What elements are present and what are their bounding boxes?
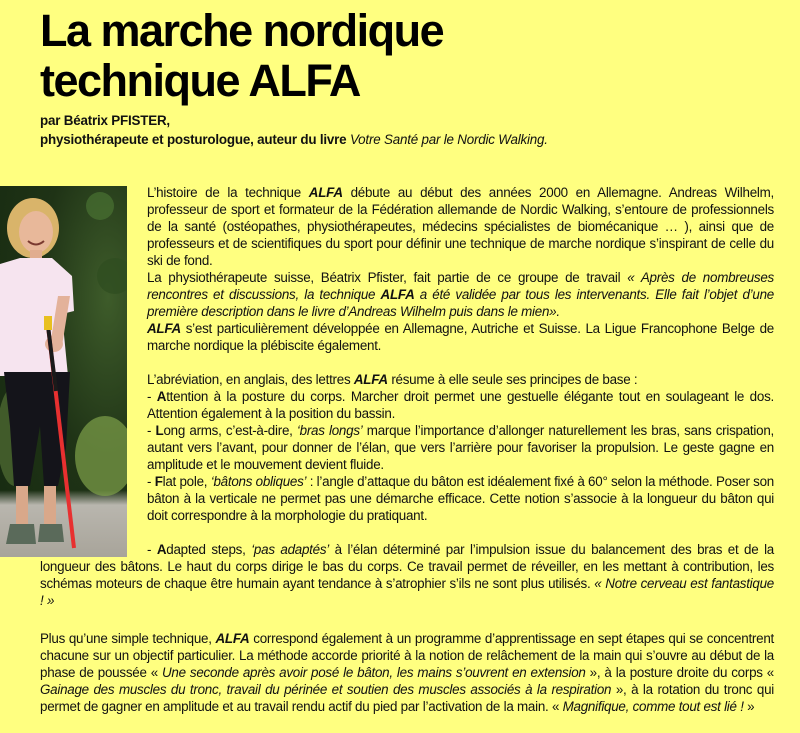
- quote: « Après de nombreuses rencontres et discussions, la technique: [147, 270, 774, 302]
- quote: Gainage des muscles du tronc, travail du périnée et soutien des muscles associés à la respiration: [40, 682, 612, 697]
- alfa-term: ALFA: [308, 185, 343, 200]
- principle-letter: L: [155, 423, 164, 438]
- paragraph-history: L’histoire de la technique ALFA débute au début des années 2000 en Allemagne. Andreas Wilhelm, professeur de sport et formateur de la Fédération allemande de Nordic Walking, s’entoure de professionnels de la santé (ostéopathes, physiothérapeutes, médecins spécialistes de biomécanique … ), ainsi que de professeurs et de scientifiques du sport pour définir une technique de marche nordique s’inspirant de celle du ski de fond.: [147, 185, 774, 268]
- title-line-2: technique ALFA: [40, 55, 360, 106]
- principle-letter: A: [156, 542, 167, 557]
- principle-flat-pole: - Flat pole, ‘bâtons obliques’ : l’angle d’attaque du bâton est idéalement fixé à 60° selon la méthode. Poser son bâton à la verticale ne permet pas une démarche efficace. Cette notion s’associe à la longueur du bâton qui doit correspondre à la morphologie du pratiquant.: [147, 474, 774, 523]
- alfa-term: ALFA: [147, 321, 181, 336]
- paragraph-abbreviation: L’abréviation, en anglais, des lettres ALFA résume à elle seule ses principes de base :: [147, 372, 638, 387]
- principle-long-arms: - Long arms, c’est-à-dire, ‘bras longs’ marque l’importance d’allonger naturellement les bras, sans crispation, autant vers l’avant, pour donner de l’élan, que vers l’arrière pour favoriser la propulsion. Le geste gagne en amplitude et le mouvement devient fluide.: [147, 423, 774, 472]
- book-title: Votre Santé par le Nordic Walking.: [349, 132, 548, 147]
- article-title: [40, 6, 443, 106]
- quote: « Notre cerveau est fantastique ! »: [40, 576, 774, 608]
- article-photo: [0, 186, 127, 557]
- quote: Une seconde après avoir posé le bâton, les mains s’ouvrent en extension: [162, 665, 586, 680]
- quote: Magnifique, comme tout est lié !: [562, 699, 744, 714]
- byline: [40, 111, 548, 149]
- principle-attention: - Attention à la posture du corps. Marcher droit permet une gestuelle élégante tout en soulageant le dos. Attention également à la position du bassin.: [147, 389, 774, 421]
- nordic-walker-illustration: [0, 186, 127, 557]
- article-body-top: [147, 184, 774, 524]
- article-body-adapted: [40, 541, 774, 609]
- paragraph-pfister: La physiothérapeute suisse, Béatrix Pfister, fait partie de ce groupe de travail « Après de nombreuses rencontres et discussions, la technique ALFA a été validée par tous les intervenants. Elle fait l’objet d’une première description dans le livre d’Andreas Wilhelm puis dans le mien».: [147, 270, 774, 319]
- byline-author: par Béatrix PFISTER,: [40, 113, 170, 128]
- alfa-term: ALFA: [353, 372, 388, 387]
- byline-role: physiothérapeute et posturologue, auteur du livre: [40, 132, 350, 147]
- article-body-bottom: [40, 630, 774, 715]
- paragraph-spread: ALFA s’est particulièrement développée en Allemagne, Autriche et Suisse. La Ligue Francophone Belge de marche nordique la plébiscite également.: [147, 321, 774, 353]
- paragraph-program: Plus qu’une simple technique, ALFA correspond également à un programme d’apprentissage en sept étapes qui se concentrent chacune sur un objectif particulier. La méthode accorde priorité à la notion de relâchement de la main qui s’ouvre au début de la phase de poussée « Une seconde après avoir posé le bâton, les mains s’ouvrent en extension », à la posture droite du corps « Gainage des muscles du tronc, travail du périnée et soutien des muscles associés à la respiration », à la rotation du tronc qui permet de gagner en amplitude et au travail rendu actif du pied par l’activation de la main. « Magnifique, comme tout est lié ! »: [40, 631, 774, 714]
- alfa-term: ALFA: [215, 631, 250, 646]
- principle-letter: A: [156, 389, 167, 404]
- principle-adapted-steps: - Adapted steps, ‘pas adaptés’ à l’élan déterminé par l’impulsion issue du balancement des bras et de la longueur des bâtons. Le haut du corps dirige le bas du corps. Ce travail permet de réveiller, en les mettant à contribution, les schémas moteurs de chaque être humain ayant tendance à s’atrophier s’ils ne sont plus utilisés. « Notre cerveau est fantastique ! »: [40, 542, 774, 608]
- title-line-1: La marche nordique: [40, 5, 444, 56]
- alfa-term: ALFA: [380, 287, 415, 302]
- principle-letter: F: [154, 474, 163, 489]
